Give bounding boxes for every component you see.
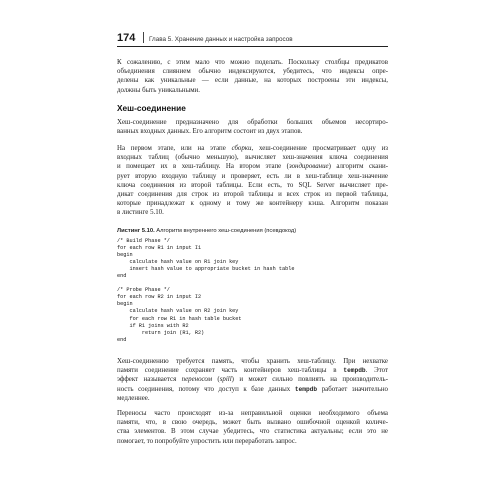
text-line: К сожалению, с этим мало что можно поделать. Поскольку столбцы предикатов	[117, 59, 388, 66]
text-line: которые принадлежат к одному и тому же контейнеру кэша. Алгоритм показан	[117, 200, 388, 208]
text-line: ключа соединения из второй таблицы. Если есть, то SQL Server вычисляет пре-	[117, 181, 388, 189]
intro-paragraph	[117, 58, 388, 95]
header-rule	[117, 46, 388, 47]
text-line: Хеш-соединение предназначено для обработки больших объемов несортиро-	[117, 119, 388, 126]
text-line: ванных входных данных. Его алгоритм состоит из двух этапов.	[117, 128, 303, 136]
text-line: помогает, то попробуйте упростить или переработать запрос.	[117, 437, 297, 445]
text-line: ства элементов. В этом случае убедитесь, что статистика актуальны; если это не	[117, 428, 388, 436]
text-line: должны быть уникальными.	[117, 86, 200, 94]
text-line: медленнее.	[117, 394, 150, 402]
text-line: эффект называется переносом (spill) и может сильно повлиять на производитель-	[117, 376, 388, 384]
text-line: памяти, что, в свою очередь, может быть вызвано ошибочной оценкой количе-	[117, 419, 388, 427]
code-listing: /* Build Phase */ for each row R1 in input I1 begin calculate hash value on R1 join key insert hash value to appropriate bucket in hash table end /* Probe Phase */ for each row R2 in input I2 begin calculate hash value on R2 join key for each row R1 in hash table bucket if R1 joins with R2 return join (R1, R2) end	[117, 238, 295, 343]
running-header	[117, 30, 388, 44]
paragraph-1	[117, 118, 388, 136]
paragraph-2	[117, 144, 388, 218]
text-line: ность соединения, потому что доступ к базе данных tempdb работает значительно	[117, 385, 388, 393]
text-line: На первом этапе, или на этапе сборки, хеш-соединение просматривает одну из	[117, 145, 388, 152]
paragraph-4	[117, 409, 388, 446]
text-line: Хеш-соединению требуется память, чтобы хранить хеш-таблицу. При нехватке	[117, 358, 388, 365]
listing-caption: Листинг 5.10. Алгоритм внутреннего хеш-соединения (псевдокод)	[117, 228, 297, 234]
text-line: рует вторую входную таблицу и проверяет, есть ли в хеш-таблице хеш-значение	[117, 172, 388, 180]
header-separator	[143, 32, 144, 43]
text-line: памяти соединение сохраняет часть контейнеров хеш-таблицы в tempdb. Этот	[117, 367, 388, 375]
page-number: 174	[117, 32, 136, 44]
text-line: дикат соединения для строк из второй таблицы и всех строк из первой таблицы,	[117, 191, 388, 199]
section-heading: Хеш-соединение	[117, 103, 186, 113]
text-line: и помещает их в хеш-таблицу. На втором этапе (зондирование) алгоритм скани-	[117, 163, 388, 171]
text-line: входных таблиц (обычно меньшую), вычисляет хеш-значения ключа соединения	[117, 154, 388, 162]
text-line: Переносы часто происходят из-за неправильной оценки необходимого объема	[117, 410, 388, 417]
text-line: в листинге 5.10.	[117, 209, 164, 217]
paragraph-3	[117, 357, 388, 403]
chapter-title: Глава 5. Хранение данных и настройка запросов	[149, 36, 293, 43]
text-line: делены как уникальные — если данные, на которых построены эти индексы,	[117, 77, 388, 85]
text-line: объединения слиянием обычно индексируются, убедитесь, что индексы опре-	[117, 68, 388, 76]
